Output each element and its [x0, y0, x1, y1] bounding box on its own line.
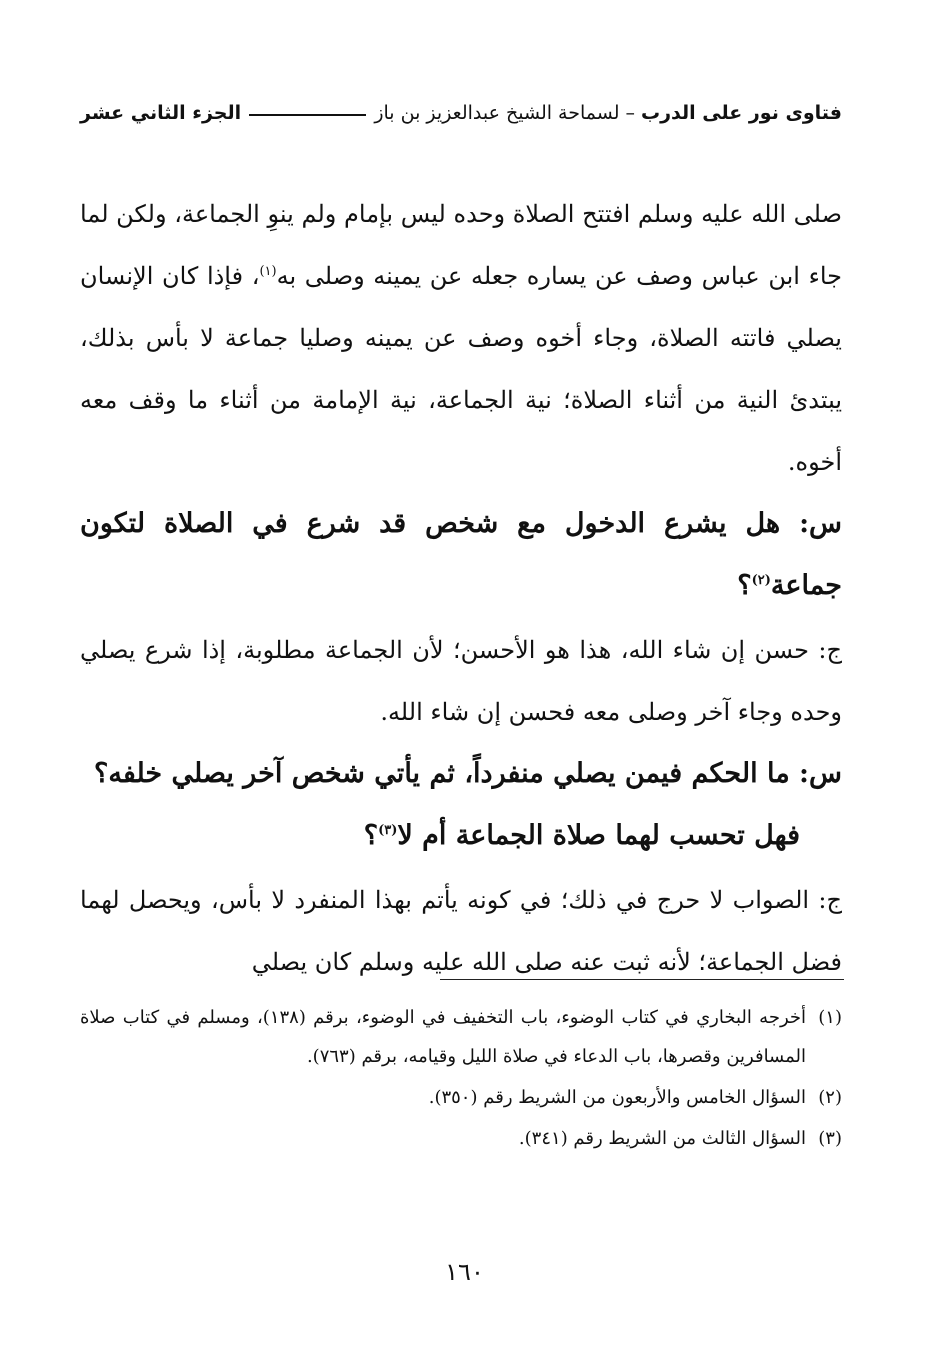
- footnote-2: [80, 1078, 842, 1117]
- header-rule: [249, 114, 366, 116]
- question-2: [80, 743, 842, 867]
- footnote-1-text: أخرجه البخاري في كتاب الوضوء، باب التخفيف في الوضوء، برقم (١٣٨)، ومسلم في كتاب صلاة المسافرين وقصرها، باب الدعاء في صلاة الليل وقيامه، برقم (٧٦٣).: [80, 1007, 806, 1067]
- footnote-2-text: السؤال الخامس والأربعون من الشريط رقم (٣٥٠).: [428, 1087, 806, 1108]
- footnotes: [80, 998, 842, 1160]
- paragraph-intro-text: صلى الله عليه وسلم افتتح الصلاة وحده ليس بإمام ولم ينوِ الجماعة، ولكن لما جاء ابن عباس وصف عن يساره جعله عن يمينه وصلى به: [80, 200, 843, 290]
- question-1: [80, 493, 842, 617]
- footnote-3-text: السؤال الثالث من الشريط رقم (٣٤١).: [518, 1128, 806, 1149]
- footnote-ref-1: (١): [259, 264, 277, 279]
- question-1-mark: ؟: [737, 570, 752, 601]
- footnote-3-number: (٣): [818, 1128, 842, 1149]
- question-2-mark: ؟: [363, 820, 379, 851]
- question-1-text: س: هل يشرع الدخول مع شخص قد شرع في الصلاة لتكون جماعة: [80, 508, 842, 601]
- running-header: [80, 96, 842, 130]
- answer-2: ج: الصواب لا حرج في ذلك؛ في كونه يأتم بهذا المنفرد لا بأس، ويحصل لهما فضل الجماعة؛ لأنه ثبت عنه صلى الله عليه وسلم كان يصلي: [80, 886, 842, 976]
- main-text: [80, 183, 842, 993]
- header-part: الجزء الثاني عشر: [80, 102, 242, 124]
- footnote-2-number: (٢): [818, 1087, 842, 1108]
- paragraph-intro: [80, 183, 842, 493]
- footnote-1: [80, 998, 842, 1076]
- header-book-title: فتاوى نور على الدرب: [641, 102, 842, 124]
- paragraph-intro-continuation: ، فإذا كان الإنسان يصلي فاتته الصلاة، وجاء أخوه وصف عن يمينه وصليا جماعة لا بأس بذلك، يبتدئ النية من أثناء الصلاة؛ نية الجماعة، نية الإمامة من أثناء ما وقف معه أخوه.: [80, 262, 842, 476]
- answer-1: ج: حسن إن شاء الله، هذا هو الأحسن؛ لأن الجماعة مطلوبة، إذا شرع يصلي وحده وجاء آخر وصلى معه فحسن إن شاء الله.: [80, 636, 842, 726]
- footnote-separator: [440, 979, 844, 980]
- footnote-ref-2: (٢): [751, 573, 771, 588]
- question-2-line-2-wrap: [80, 805, 842, 867]
- question-2-line-2: فهل تحسب لهما صلاة الجماعة أم لا: [397, 820, 800, 851]
- page-number: ١٦٠: [445, 1258, 484, 1286]
- footnote-1-number: (١): [818, 1007, 842, 1028]
- footnote-3: [80, 1119, 842, 1158]
- footnote-ref-3: (٣): [378, 823, 398, 838]
- question-2-line-1: س: ما الحكم فيمن يصلي منفرداً، ثم يأتي شخص آخر يصلي خلفه؟: [94, 758, 842, 789]
- header-separator: –: [625, 102, 635, 124]
- header-author: لسماحة الشيخ عبدالعزيز بن باز: [374, 102, 620, 124]
